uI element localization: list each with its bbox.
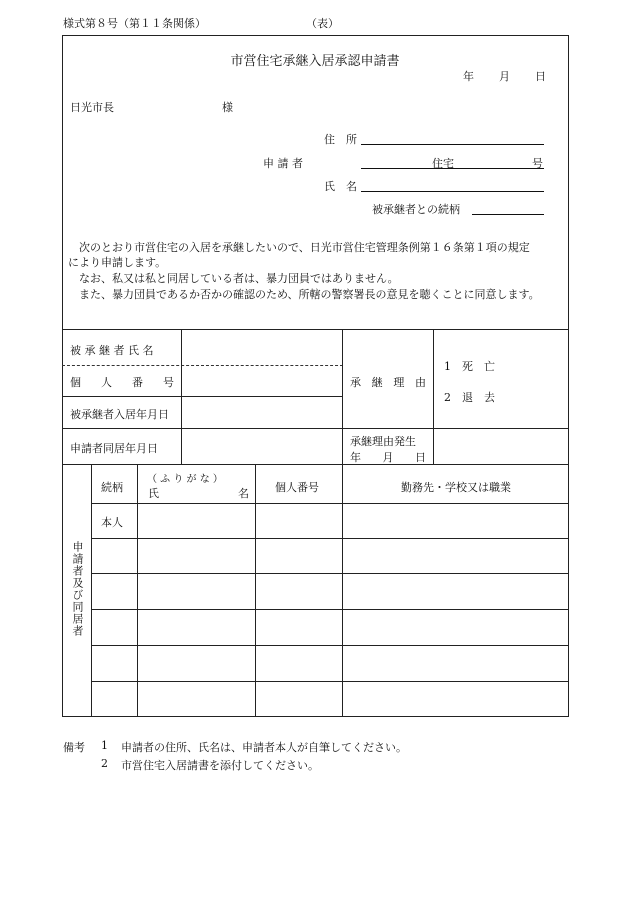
note-1-number: 1 <box>101 739 108 752</box>
reason-death[interactable]: 1 死 亡 <box>444 360 495 373</box>
col-name-2: 名 <box>238 487 249 500</box>
col-relation: 続柄 <box>101 481 123 494</box>
note-2-number: 2 <box>101 757 108 770</box>
col-work: 勤務先・学校又は職業 <box>401 481 511 494</box>
col-personal-number: 個人番号 <box>275 481 319 494</box>
body-paragraph-1a: 次のとおり市営住宅の入居を承継したいので、日光市営住宅管理条例第１６条第１項の規定 <box>68 241 530 254</box>
successor-name-label: 被 承 継 者 氏 名 <box>70 344 154 357</box>
form-number: 様式第８号（第１１条関係） <box>63 17 206 30</box>
relation-label: 被承継者との続柄 <box>372 203 460 216</box>
relation-field[interactable] <box>472 214 544 215</box>
reason-date-ymd: 年 月 日 <box>350 451 426 464</box>
reason-label: 承 継 理 由 <box>350 376 426 389</box>
housing-label: 住宅 <box>432 157 454 170</box>
number-label: 号 <box>532 157 543 170</box>
applicant-cohabit-label: 申請者同居年月日 <box>70 442 158 455</box>
date-day: 日 <box>535 70 546 83</box>
date-month: 月 <box>499 70 510 83</box>
col-furigana: （ ふ り が な ） <box>147 474 223 485</box>
date-year: 年 <box>463 70 474 83</box>
col-name-1: 氏 <box>148 487 159 500</box>
successor-move-in-label: 被承継者入居年月日 <box>70 408 169 421</box>
body-paragraph-2: なお、私又は私と同居している者は、暴力団員ではありません。 <box>68 272 399 285</box>
household-side-label: 申請者及び同居者 <box>71 541 84 637</box>
name-field[interactable] <box>361 191 544 192</box>
page-title: 市営住宅承継入居承認申請書 <box>230 54 400 69</box>
row-self-label: 本人 <box>101 516 123 529</box>
notes-label: 備考 <box>63 741 85 754</box>
addressee-name: 日光市長 <box>70 101 114 114</box>
address-field[interactable] <box>361 144 544 145</box>
body-paragraph-1b: により申請します。 <box>68 256 167 269</box>
reason-moveout[interactable]: 2 退 去 <box>444 391 495 404</box>
form-side-label: （表） <box>306 17 339 30</box>
housing-field[interactable] <box>361 168 544 169</box>
body-paragraph-3: また、暴力団員であるか否かの確認のため、所轄の警察署長の意見を聴くことに同意します。 <box>68 288 540 301</box>
personal-number-label: 個 人 番 号 <box>70 376 174 389</box>
address-label: 住 所 <box>324 133 357 146</box>
note-1-text: 申請者の住所、氏名は、申請者本人が自筆してください。 <box>121 741 407 754</box>
applicant-label: 申 請 者 <box>263 157 303 170</box>
name-label: 氏 名 <box>324 180 357 193</box>
reason-date-label: 承継理由発生 <box>350 435 416 448</box>
note-2-text: 市営住宅入居請書を添付してください。 <box>121 759 319 772</box>
addressee-honorific: 様 <box>222 101 233 114</box>
